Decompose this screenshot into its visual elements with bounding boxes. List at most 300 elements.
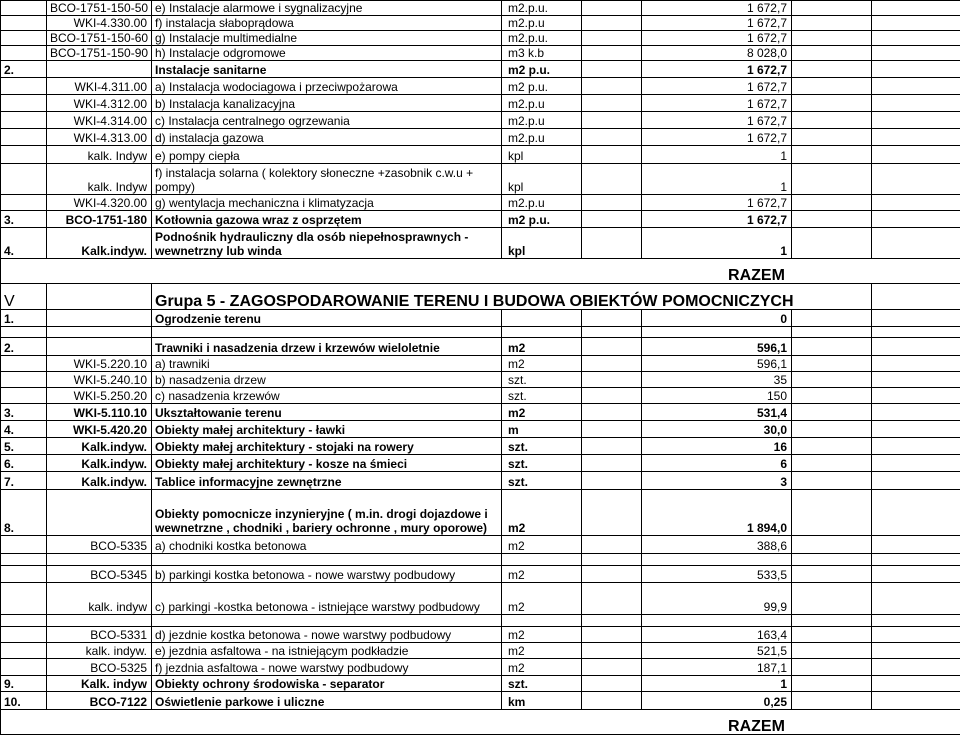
item-quantity: 163,4: [642, 627, 792, 643]
table-row: [1, 404, 960, 421]
item-description: Oświetlenie parkowe i uliczne: [152, 692, 502, 710]
table-row: [1, 129, 960, 146]
item-code: Kalk. indyw: [47, 676, 152, 692]
item-quantity: 1: [642, 676, 792, 692]
item-number: [1, 16, 47, 31]
item-description: f) instalacja solarna ( kolektory słoneczne +zasobnik c.w.u + pompy): [152, 164, 502, 195]
item-number: [1, 536, 47, 554]
item-code: Kalk.indyw.: [47, 455, 152, 472]
table-row: [1, 16, 960, 31]
item-number: 9.: [1, 676, 47, 692]
item-description: Kotłownia gazowa wraz z osprzętem: [152, 211, 502, 228]
blank-cell: [792, 16, 872, 31]
item-code: kalk. Indyw: [47, 164, 152, 195]
item-code: Kalk.indyw.: [47, 228, 152, 259]
item-code: BCO-5331: [47, 627, 152, 643]
blank-cell: [872, 421, 960, 438]
item-unit: m2 p.u.: [502, 61, 582, 78]
blank-cell: [872, 554, 960, 566]
blank-cell: [582, 490, 642, 536]
table-row: [1, 1, 960, 16]
blank-cell: [872, 710, 960, 735]
blank-cell: [582, 356, 642, 372]
blank-cell: [792, 615, 872, 627]
blank-cell: [872, 472, 960, 490]
blank-cell: [872, 259, 960, 284]
blank-cell: [792, 627, 872, 643]
item-quantity: 35: [642, 372, 792, 388]
item-description: d) instalacja gazowa: [152, 129, 502, 146]
blank-cell: [872, 455, 960, 472]
blank-cell: [582, 61, 642, 78]
item-code: [47, 490, 152, 536]
item-quantity: 1 672,7: [642, 78, 792, 95]
item-unit: m2.p.u.: [502, 1, 582, 16]
item-code: [47, 327, 152, 338]
item-number: 3.: [1, 404, 47, 421]
item-number: [1, 659, 47, 676]
item-description: Ogrodzenie terenu: [152, 310, 502, 327]
item-description: a) Instalacja wodociagowa i przeciwpożarowa: [152, 78, 502, 95]
item-code: BCO-5345: [47, 566, 152, 583]
item-quantity: 1 672,7: [642, 129, 792, 146]
table-row: [1, 438, 960, 455]
blank-cell: [47, 284, 152, 310]
item-quantity: 596,1: [642, 356, 792, 372]
table-row: [1, 310, 960, 327]
item-quantity: 531,4: [642, 404, 792, 421]
blank-cell: [872, 46, 960, 61]
item-description: Obiekty ochrony środowiska - separator: [152, 676, 502, 692]
blank-cell: [792, 438, 872, 455]
item-quantity: 30,0: [642, 421, 792, 438]
item-description: Tablice informacyjne zewnętrzne: [152, 472, 502, 490]
blank-cell: [872, 692, 960, 710]
blank-cell: [792, 692, 872, 710]
blank-cell: [792, 31, 872, 46]
table-row: [1, 195, 960, 211]
item-number: [1, 583, 47, 615]
item-code: WKI-5.420.20: [47, 421, 152, 438]
blank-cell: [582, 112, 642, 129]
blank-cell: [792, 211, 872, 228]
item-number: [1, 129, 47, 146]
blank-cell: [792, 566, 872, 583]
item-description: h) Instalacje odgromowe: [152, 46, 502, 61]
item-unit: m2: [502, 659, 582, 676]
item-unit: kpl: [502, 146, 582, 164]
blank-cell: [582, 372, 642, 388]
item-unit: [502, 554, 582, 566]
blank-cell: [582, 78, 642, 95]
blank-cell: [582, 676, 642, 692]
item-number: [1, 356, 47, 372]
item-description: g) Instalacje multimedialne: [152, 31, 502, 46]
item-unit: m2.p.u: [502, 195, 582, 211]
item-number: 7.: [1, 472, 47, 490]
item-number: [1, 78, 47, 95]
table-row: [1, 372, 960, 388]
item-code: BCO-1751-150-50: [47, 1, 152, 16]
blank-cell: [872, 327, 960, 338]
blank-cell: [872, 583, 960, 615]
blank-cell: [582, 643, 642, 659]
item-description: f) jezdnia asfaltowa - nowe warstwy podbudowy: [152, 659, 502, 676]
item-quantity: 0: [642, 310, 792, 327]
item-description: e) jezdnia asfaltowa - na istniejącym podkładzie: [152, 643, 502, 659]
table-row: [1, 228, 960, 259]
item-code: WKI-4.311.00: [47, 78, 152, 95]
blank-cell: [47, 259, 152, 284]
blank-cell: [792, 536, 872, 554]
blank-cell: [582, 627, 642, 643]
blank-cell: [872, 228, 960, 259]
item-code: WKI-5.110.10: [47, 404, 152, 421]
blank-cell: [872, 356, 960, 372]
item-code: WKI-4.330.00: [47, 16, 152, 31]
blank-cell: [872, 16, 960, 31]
item-code: WKI-5.250.20: [47, 388, 152, 404]
item-number: [1, 112, 47, 129]
table-row: [1, 455, 960, 472]
blank-cell: [582, 404, 642, 421]
item-number: [1, 164, 47, 195]
item-unit: m2.p.u: [502, 16, 582, 31]
blank-cell: [792, 1, 872, 16]
table-row: [1, 78, 960, 95]
item-description: a) trawniki: [152, 356, 502, 372]
blank-cell: [872, 78, 960, 95]
blank-cell: [872, 676, 960, 692]
item-unit: m2: [502, 627, 582, 643]
item-quantity: 1 672,7: [642, 95, 792, 112]
item-number: [1, 31, 47, 46]
blank-cell: [872, 404, 960, 421]
item-code: kalk. Indyw: [47, 146, 152, 164]
blank-cell: [152, 259, 502, 284]
table-row: [1, 710, 960, 735]
table-row: [1, 566, 960, 583]
table-row: [1, 583, 960, 615]
item-quantity: 8 028,0: [642, 46, 792, 61]
table-row: [1, 692, 960, 710]
blank-cell: [792, 164, 872, 195]
item-number: [1, 1, 47, 16]
blank-cell: [872, 615, 960, 627]
blank-cell: [582, 46, 642, 61]
razem-label: RAZEM: [642, 710, 872, 735]
table-row: [1, 164, 960, 195]
blank-cell: [872, 195, 960, 211]
item-unit: m2: [502, 583, 582, 615]
blank-cell: [872, 284, 960, 310]
item-code: WKI-5.220.10: [47, 356, 152, 372]
item-code: Kalk.indyw.: [47, 472, 152, 490]
blank-cell: [582, 692, 642, 710]
item-number: [1, 388, 47, 404]
item-number: [1, 372, 47, 388]
blank-cell: [792, 372, 872, 388]
blank-cell: [582, 536, 642, 554]
blank-cell: [792, 356, 872, 372]
blank-cell: [792, 388, 872, 404]
item-description: g) wentylacja mechaniczna i klimatyzacja: [152, 195, 502, 211]
table-row: [1, 490, 960, 536]
item-description: Obiekty małej architektury - ławki: [152, 421, 502, 438]
item-unit: km: [502, 692, 582, 710]
item-description: f) instalacja słaboprądowa: [152, 16, 502, 31]
item-code: [47, 615, 152, 627]
item-quantity: 533,5: [642, 566, 792, 583]
blank-cell: [582, 438, 642, 455]
item-quantity: 1: [642, 164, 792, 195]
blank-cell: [582, 259, 642, 284]
item-description: e) Instalacje alarmowe i sygnalizacyjne: [152, 1, 502, 16]
item-number: [1, 95, 47, 112]
blank-cell: [582, 327, 642, 338]
item-code: BCO-1751-150-60: [47, 31, 152, 46]
blank-cell: [582, 659, 642, 676]
item-quantity: 1 672,7: [642, 211, 792, 228]
item-number: 5.: [1, 438, 47, 455]
item-code: BCO-1751-150-90: [47, 46, 152, 61]
blank-cell: [582, 472, 642, 490]
blank-cell: [1, 710, 47, 735]
blank-cell: [792, 659, 872, 676]
item-number: 8.: [1, 490, 47, 536]
item-unit: szt.: [502, 438, 582, 455]
blank-cell: [872, 438, 960, 455]
table-row: [1, 284, 960, 310]
item-description: e) pompy ciepła: [152, 146, 502, 164]
blank-cell: [582, 95, 642, 112]
blank-cell: [872, 388, 960, 404]
blank-cell: [792, 46, 872, 61]
blank-cell: [872, 112, 960, 129]
item-description: a) chodniki kostka betonowa: [152, 536, 502, 554]
blank-cell: [872, 627, 960, 643]
item-quantity: 1 894,0: [642, 490, 792, 536]
item-unit: m2 p.u.: [502, 211, 582, 228]
blank-cell: [792, 490, 872, 536]
item-description: Obiekty małej architektury - kosze na śmieci: [152, 455, 502, 472]
table-row: [1, 421, 960, 438]
blank-cell: [582, 310, 642, 327]
item-code: BCO-1751-180: [47, 211, 152, 228]
item-code: WKI-4.312.00: [47, 95, 152, 112]
item-number: 4.: [1, 421, 47, 438]
item-quantity: 1 672,7: [642, 16, 792, 31]
item-unit: m2: [502, 643, 582, 659]
blank-cell: [872, 1, 960, 16]
blank-cell: [872, 372, 960, 388]
blank-cell: [582, 195, 642, 211]
item-number: [1, 566, 47, 583]
blank-cell: [872, 61, 960, 78]
table-row: [1, 536, 960, 554]
item-quantity: 1: [642, 146, 792, 164]
item-unit: m2: [502, 566, 582, 583]
item-quantity: 6: [642, 455, 792, 472]
blank-cell: [792, 421, 872, 438]
blank-cell: [872, 164, 960, 195]
item-quantity: [642, 327, 792, 338]
item-unit: kpl: [502, 164, 582, 195]
item-quantity: 187,1: [642, 659, 792, 676]
item-code: BCO-7122: [47, 692, 152, 710]
item-unit: m2: [502, 338, 582, 356]
item-quantity: [642, 554, 792, 566]
table-row: [1, 659, 960, 676]
blank-cell: [792, 583, 872, 615]
item-description: b) parkingi kostka betonowa - nowe warstwy podbudowy: [152, 566, 502, 583]
blank-cell: [582, 566, 642, 583]
item-number: 2.: [1, 338, 47, 356]
blank-cell: [582, 1, 642, 16]
item-unit: szt.: [502, 372, 582, 388]
table-row: [1, 211, 960, 228]
item-unit: m2: [502, 490, 582, 536]
blank-cell: [792, 404, 872, 421]
table-row: [1, 61, 960, 78]
item-unit: m2.p.u: [502, 129, 582, 146]
blank-cell: [1, 259, 47, 284]
blank-cell: [792, 472, 872, 490]
item-quantity: 388,6: [642, 536, 792, 554]
item-number: [1, 627, 47, 643]
blank-cell: [502, 259, 582, 284]
blank-cell: [582, 146, 642, 164]
item-number: [1, 643, 47, 659]
blank-cell: [582, 421, 642, 438]
item-unit: m2.p.u: [502, 95, 582, 112]
item-code: WKI-4.314.00: [47, 112, 152, 129]
blank-cell: [47, 710, 152, 735]
blank-cell: [872, 95, 960, 112]
table-row: [1, 615, 960, 627]
item-code: kalk. indyw.: [47, 643, 152, 659]
item-number: [1, 615, 47, 627]
blank-cell: [582, 338, 642, 356]
section-number: V: [1, 284, 47, 310]
blank-cell: [582, 164, 642, 195]
item-number: [1, 327, 47, 338]
blank-cell: [582, 710, 642, 735]
table-row: [1, 327, 960, 338]
blank-cell: [792, 643, 872, 659]
item-code: [47, 310, 152, 327]
blank-cell: [872, 31, 960, 46]
item-number: [1, 146, 47, 164]
section-title: Grupa 5 - ZAGOSPODAROWANIE TERENU I BUDOWA OBIEKTÓW POMOCNICZYCH: [152, 284, 872, 310]
table-row: [1, 356, 960, 372]
item-description: Instalacje sanitarne: [152, 61, 502, 78]
item-unit: [502, 327, 582, 338]
item-quantity: 1 672,7: [642, 31, 792, 46]
item-code: BCO-5325: [47, 659, 152, 676]
blank-cell: [502, 710, 582, 735]
item-unit: m2: [502, 536, 582, 554]
item-unit: m2: [502, 404, 582, 421]
blank-cell: [582, 228, 642, 259]
item-description: Obiekty małej architektury - stojaki na rowery: [152, 438, 502, 455]
blank-cell: [582, 31, 642, 46]
blank-cell: [582, 583, 642, 615]
item-unit: m: [502, 421, 582, 438]
table-row: [1, 554, 960, 566]
item-quantity: 1 672,7: [642, 112, 792, 129]
blank-cell: [792, 95, 872, 112]
item-description: [152, 615, 502, 627]
table-row: [1, 627, 960, 643]
table-row: [1, 146, 960, 164]
blank-cell: [792, 195, 872, 211]
item-quantity: 1 672,7: [642, 61, 792, 78]
item-description: b) Instalacja kanalizacyjna: [152, 95, 502, 112]
item-quantity: 596,1: [642, 338, 792, 356]
item-quantity: [642, 615, 792, 627]
item-description: Trawniki i nasadzenia drzew i krzewów wieloletnie: [152, 338, 502, 356]
blank-cell: [872, 129, 960, 146]
item-quantity: 150: [642, 388, 792, 404]
item-number: [1, 46, 47, 61]
blank-cell: [872, 211, 960, 228]
item-number: [1, 195, 47, 211]
item-number: 2.: [1, 61, 47, 78]
blank-cell: [582, 455, 642, 472]
item-unit: szt.: [502, 455, 582, 472]
blank-cell: [582, 554, 642, 566]
item-description: c) nasadzenia krzewów: [152, 388, 502, 404]
item-quantity: 0,25: [642, 692, 792, 710]
table-row: [1, 338, 960, 356]
item-description: Obiekty pomocnicze inzynieryjne ( m.in. drogi dojazdowe i wewnetrzne , chodniki , bariery ochronne , mury oporowe): [152, 490, 502, 536]
table-row: [1, 46, 960, 61]
blank-cell: [152, 710, 502, 735]
item-number: 6.: [1, 455, 47, 472]
item-unit: szt.: [502, 472, 582, 490]
table-row: [1, 388, 960, 404]
blank-cell: [872, 146, 960, 164]
item-quantity: 3: [642, 472, 792, 490]
blank-cell: [792, 78, 872, 95]
item-unit: [502, 310, 582, 327]
blank-cell: [582, 388, 642, 404]
item-description: c) Instalacja centralnego ogrzewania: [152, 112, 502, 129]
item-code: BCO-5335: [47, 536, 152, 554]
blank-cell: [582, 615, 642, 627]
blank-cell: [872, 490, 960, 536]
blank-cell: [792, 554, 872, 566]
item-code: WKI-5.240.10: [47, 372, 152, 388]
blank-cell: [792, 112, 872, 129]
item-code: [47, 338, 152, 356]
blank-cell: [582, 211, 642, 228]
item-quantity: 16: [642, 438, 792, 455]
blank-cell: [872, 659, 960, 676]
blank-cell: [792, 61, 872, 78]
item-code: kalk. indyw: [47, 583, 152, 615]
blank-cell: [792, 455, 872, 472]
item-number: 3.: [1, 211, 47, 228]
blank-cell: [792, 676, 872, 692]
item-quantity: 1 672,7: [642, 195, 792, 211]
item-description: d) jezdnie kostka betonowa - nowe warstwy podbudowy: [152, 627, 502, 643]
item-unit: szt.: [502, 676, 582, 692]
blank-cell: [792, 129, 872, 146]
item-number: 1.: [1, 310, 47, 327]
item-unit: kpl: [502, 228, 582, 259]
